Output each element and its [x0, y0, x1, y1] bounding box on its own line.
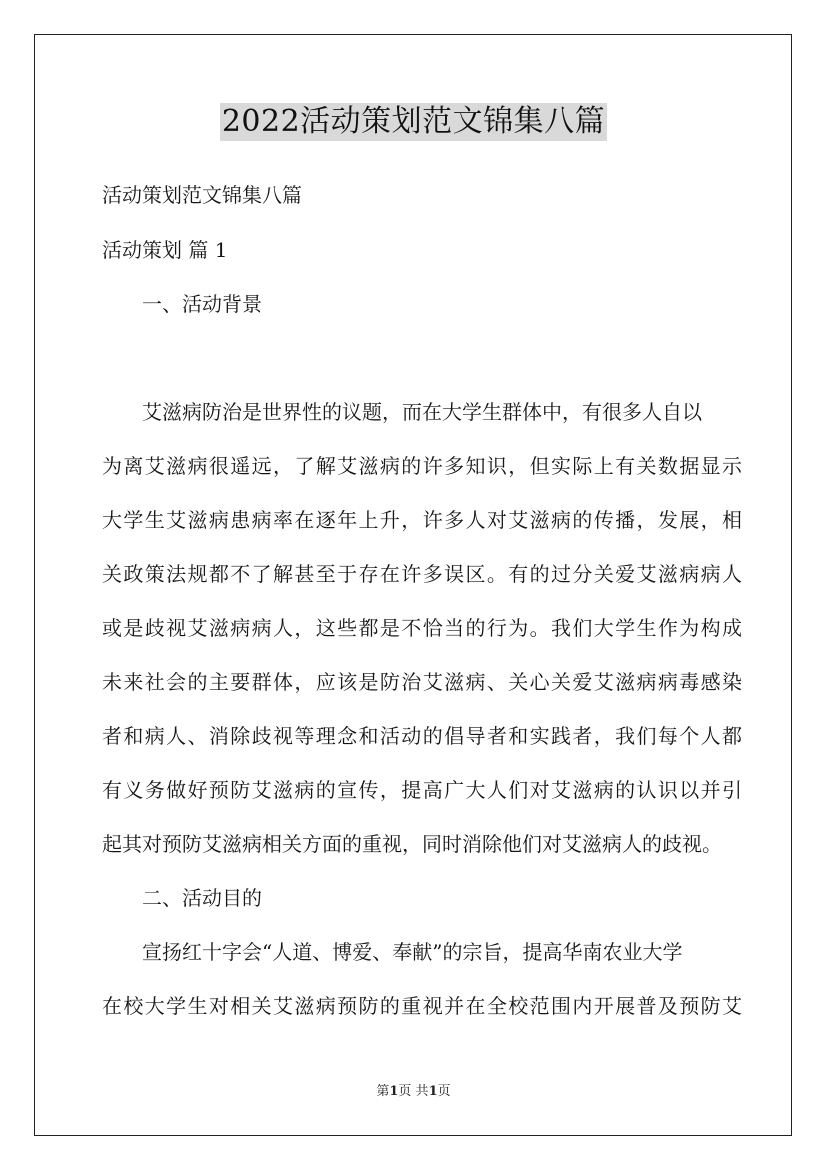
- paragraph-line: 大学生艾滋病患病率在逐年上升，许多人对艾滋病的传播，发展，相: [102, 508, 742, 532]
- title-container: [0, 103, 827, 141]
- footer-prefix: 第: [376, 1084, 390, 1099]
- section-label: 活动策划 篇 1: [102, 238, 228, 262]
- document-subtitle: 活动策划范文锦集八篇: [102, 183, 302, 207]
- paragraph-line: 者和病人、消除歧视等理念和活动的倡导者和实践者，我们每个人都: [102, 724, 742, 748]
- paragraph-line: 或是歧视艾滋病病人，这些都是不恰当的行为。我们大学生作为构成: [102, 616, 742, 640]
- footer-suffix: 页: [437, 1084, 451, 1099]
- paragraph-line: 有义务做好预防艾滋病的宣传，提高广大人们对艾滋病的认识以并引: [102, 778, 742, 802]
- footer-mid: 页 共: [398, 1084, 429, 1099]
- footer-total-pages: 1: [428, 1084, 438, 1099]
- paragraph-line: 未来社会的主要群体，应该是防治艾滋病、关心关爱艾滋病病毒感染: [102, 670, 742, 694]
- paragraph-line: 关政策法规都不了解甚至于存在许多误区。有的过分关爱艾滋病病人: [102, 562, 742, 586]
- paragraph-line: 宣扬红十字会“人道、博爱、奉献”的宗旨，提高华南农业大学: [142, 940, 683, 964]
- page-footer: [0, 1083, 827, 1101]
- paragraph-line: 在校大学生对相关艾滋病预防的重视并在全校范围内开展普及预防艾: [102, 994, 742, 1018]
- paragraph-line: 起其对预防艾滋病相关方面的重视，同时消除他们对艾滋病人的歧视。: [102, 832, 722, 856]
- paragraph-line: 为离艾滋病很遥远，了解艾滋病的许多知识，但实际上有关数据显示: [102, 454, 742, 478]
- document-title: 2022活动策划范文锦集八篇: [221, 104, 606, 139]
- section-heading-purpose: 二、活动目的: [142, 886, 262, 910]
- footer-page-number: 1: [389, 1084, 399, 1099]
- section-heading-background: 一、活动背景: [142, 292, 262, 316]
- paragraph-line: 艾滋病防治是世界性的议题，而在大学生群体中，有很多人自以: [142, 400, 702, 424]
